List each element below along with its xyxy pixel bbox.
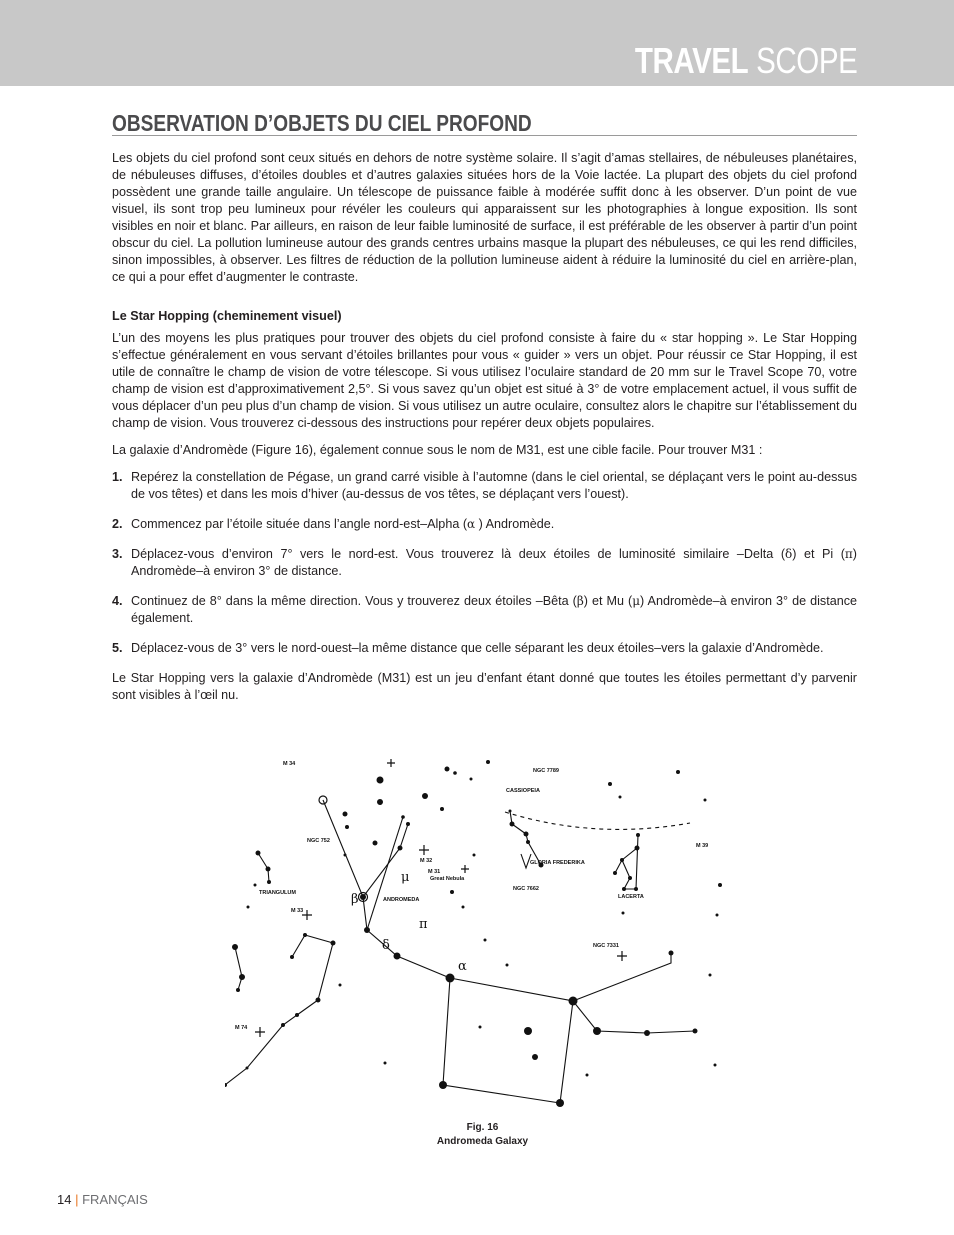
figure-title: Andromeda Galaxy xyxy=(436,1136,529,1147)
step-item xyxy=(112,469,857,503)
label-pi: π xyxy=(419,917,428,932)
map-labels xyxy=(235,761,708,1031)
label-triangulum: TRIANGULUM xyxy=(259,890,296,896)
step-text: Commencez par l’étoile située dans l’angle nord-est–Alpha ( xyxy=(131,517,468,531)
step-number: 3. xyxy=(112,547,123,561)
perseus-lines xyxy=(235,947,242,990)
brand-logo xyxy=(634,40,857,82)
pegasus-leg xyxy=(573,1001,695,1033)
greek-symbol: β xyxy=(576,594,584,608)
step-text: Déplacez-vous de 3° vers le nord-ouest–la même distance que celle séparant les deux étoiles–vers la galaxie d’Andromède. xyxy=(131,641,824,655)
cassiopeia-line xyxy=(510,811,541,865)
subheading: Le Star Hopping (cheminement visuel) xyxy=(112,309,342,323)
label-ngc752: NGC 752 xyxy=(307,838,330,844)
step-text: ) Andromède–à environ 3° de distance également. xyxy=(131,594,857,625)
label-m74: M 74 xyxy=(235,1025,248,1031)
ecliptic-dash xyxy=(505,812,690,829)
label-lacerta: LACERTA xyxy=(618,894,644,900)
step-item xyxy=(112,516,857,533)
pisces-lines xyxy=(225,935,333,1085)
section-title: OBSERVATION D’OBJETS DU CIEL PROFOND xyxy=(112,110,532,136)
step-number: 1. xyxy=(112,470,123,484)
label-m33: M 33 xyxy=(291,908,304,914)
pegasus-square xyxy=(443,978,573,1103)
label-gloria: GLORIA FREDERIKA xyxy=(530,860,585,866)
step-text: Repérez la constellation de Pégase, un grand carré visible à l’automne (dans le ciel oriental, se déplaçant vers le point au-dessus de vos têtes) et dans les mois d’hiver (au-dessus de vos têtes, se déplaçant vers l’ouest). xyxy=(131,470,857,501)
step-item xyxy=(112,593,857,627)
step-text: Continuez de 8° dans la même direction. Vous y trouverez deux étoiles –Bêta ( xyxy=(131,594,577,608)
footer-language: FRANÇAIS xyxy=(82,1192,148,1207)
label-cassiopeia: CASSIOPEIA xyxy=(506,788,540,794)
step-text: ) et Mu ( xyxy=(583,594,633,608)
stars xyxy=(225,760,722,1107)
lacerta-lines xyxy=(622,835,638,889)
step-item xyxy=(112,640,857,657)
footer-separator: | xyxy=(75,1192,79,1207)
label-great-nebula: Great Nebula xyxy=(430,876,465,882)
label-m39: M 39 xyxy=(696,843,709,849)
andromeda-star-map xyxy=(225,745,735,1117)
intro-paragraph: Les objets du ciel profond sont ceux situés en dehors de notre système solaire. Il s’agit d’amas stellaires, de nébuleuses planétaires, de nébuleuses diffuses, d’étoiles doubles et d’autres galaxies situées hors de la Voie lactée. La plupart des objets du ciel profond possèdent une grande taille angulaire. Un télescope de puissance faible à modérée suffit donc à les observer. D’un point de vue visuel, ils sont trop peu lumineux pour révéler les couleurs qui apparaissent sur les photographies à longue exposition. Ils sont visibles en noir et blanc. Par ailleurs, en raison de leur faible luminosité de surface, il est préférable de les observer à partir d’un point obscur du ciel. La pollution lumineuse autour des grands centres urbains masque la plupart des nébuleuses, ce qui les rend difficiles, sinon impossibles, à observer. Les filtres de réduction de la pollution lumineuse aident à réduire la luminosité du ciel en arrière-plan, ce qui a pour effet d’augmenter le contraste. xyxy=(112,151,857,284)
brand-light: SCOPE xyxy=(755,40,857,81)
closing-paragraph: Le Star Hopping vers la galaxie d’Andromède (M31) est un jeu d’enfant étant donné que toutes les étoiles permettant d’y parvenir sont visibles à l’œil nu. xyxy=(112,671,857,702)
label-ngc7789: NGC 7789 xyxy=(533,768,559,774)
andromeda-intro: La galaxie d’Andromède (Figure 16), également connue sous le nom de M31, est une cible facile. Pour trouver M31 : xyxy=(112,443,763,457)
star-hopping-paragraph: L’un des moyens les plus pratiques pour trouver des objets du ciel profond consiste à faire du « star hopping ». Le Star Hopping s’effectue généralement en vous servant d’étoiles brillantes pour vous « guider » vers un objet. Pour réussir ce Star Hopping, il est utile de connaître le champ de vision de votre télescope. Si vous utilisez l’oculaire standard de 20 mm sur le Travel Scope 70, votre champ de vision est d’approximativement 2,5°. Si vous savez qu’un objet est situé à 3° de votre emplacement actuel, il vous suffit de vous déplacer d’un peu plus d’un champ de vision. Si vous utilisez un autre oculaire, consultez alors le chapitre sur l’établissement du champ de vision. Vous trouverez ci-dessous des instructions pour repérer deux objets populaires. xyxy=(112,331,857,430)
label-mu: μ xyxy=(401,870,410,885)
label-delta: δ xyxy=(382,938,390,953)
step-number: 5. xyxy=(112,641,123,655)
andromeda-branch xyxy=(367,817,403,930)
greek-symbol: δ xyxy=(785,547,793,561)
step-item xyxy=(112,546,857,580)
andromeda-branch-2 xyxy=(363,824,408,897)
plus-markers xyxy=(255,759,627,1037)
step-number: 2. xyxy=(112,517,123,531)
page-footer xyxy=(57,1192,148,1207)
label-andromeda: ANDROMEDA xyxy=(383,897,420,903)
constellation-lines xyxy=(225,800,695,1103)
step-text: ) et Pi ( xyxy=(792,547,845,561)
step-text: ) Andromède–à environ 3° de distance. xyxy=(131,547,857,578)
brand-bold: TRAVEL xyxy=(634,40,748,81)
steps-list xyxy=(112,469,857,657)
step-number: 4. xyxy=(112,594,123,608)
label-m31: M 31 xyxy=(428,869,441,875)
figure-number: Fig. 16 xyxy=(466,1122,499,1133)
step-text: ) Andromède. xyxy=(475,517,555,531)
figure-caption xyxy=(350,1121,615,1149)
body-content xyxy=(112,150,857,704)
greek-symbol: μ xyxy=(632,594,641,608)
greek-labels xyxy=(351,870,467,974)
greek-symbol: π xyxy=(844,547,853,561)
label-m34: M 34 xyxy=(283,761,296,767)
label-beta: β xyxy=(351,892,359,907)
label-ngc7662: NGC 7662 xyxy=(513,886,539,892)
title-divider xyxy=(112,135,857,136)
page-number: 14 xyxy=(57,1192,72,1207)
step-text: Déplacez-vous d’environ 7° vers le nord-est. Vous trouverez là deux étoiles de luminosité similaire –Delta ( xyxy=(131,547,786,561)
label-alpha: α xyxy=(458,959,467,974)
greek-symbol: α xyxy=(467,517,476,531)
label-ngc7331: NGC 7331 xyxy=(593,943,619,949)
lacerta-lines-2 xyxy=(615,860,622,873)
label-m32: M 32 xyxy=(420,858,433,864)
